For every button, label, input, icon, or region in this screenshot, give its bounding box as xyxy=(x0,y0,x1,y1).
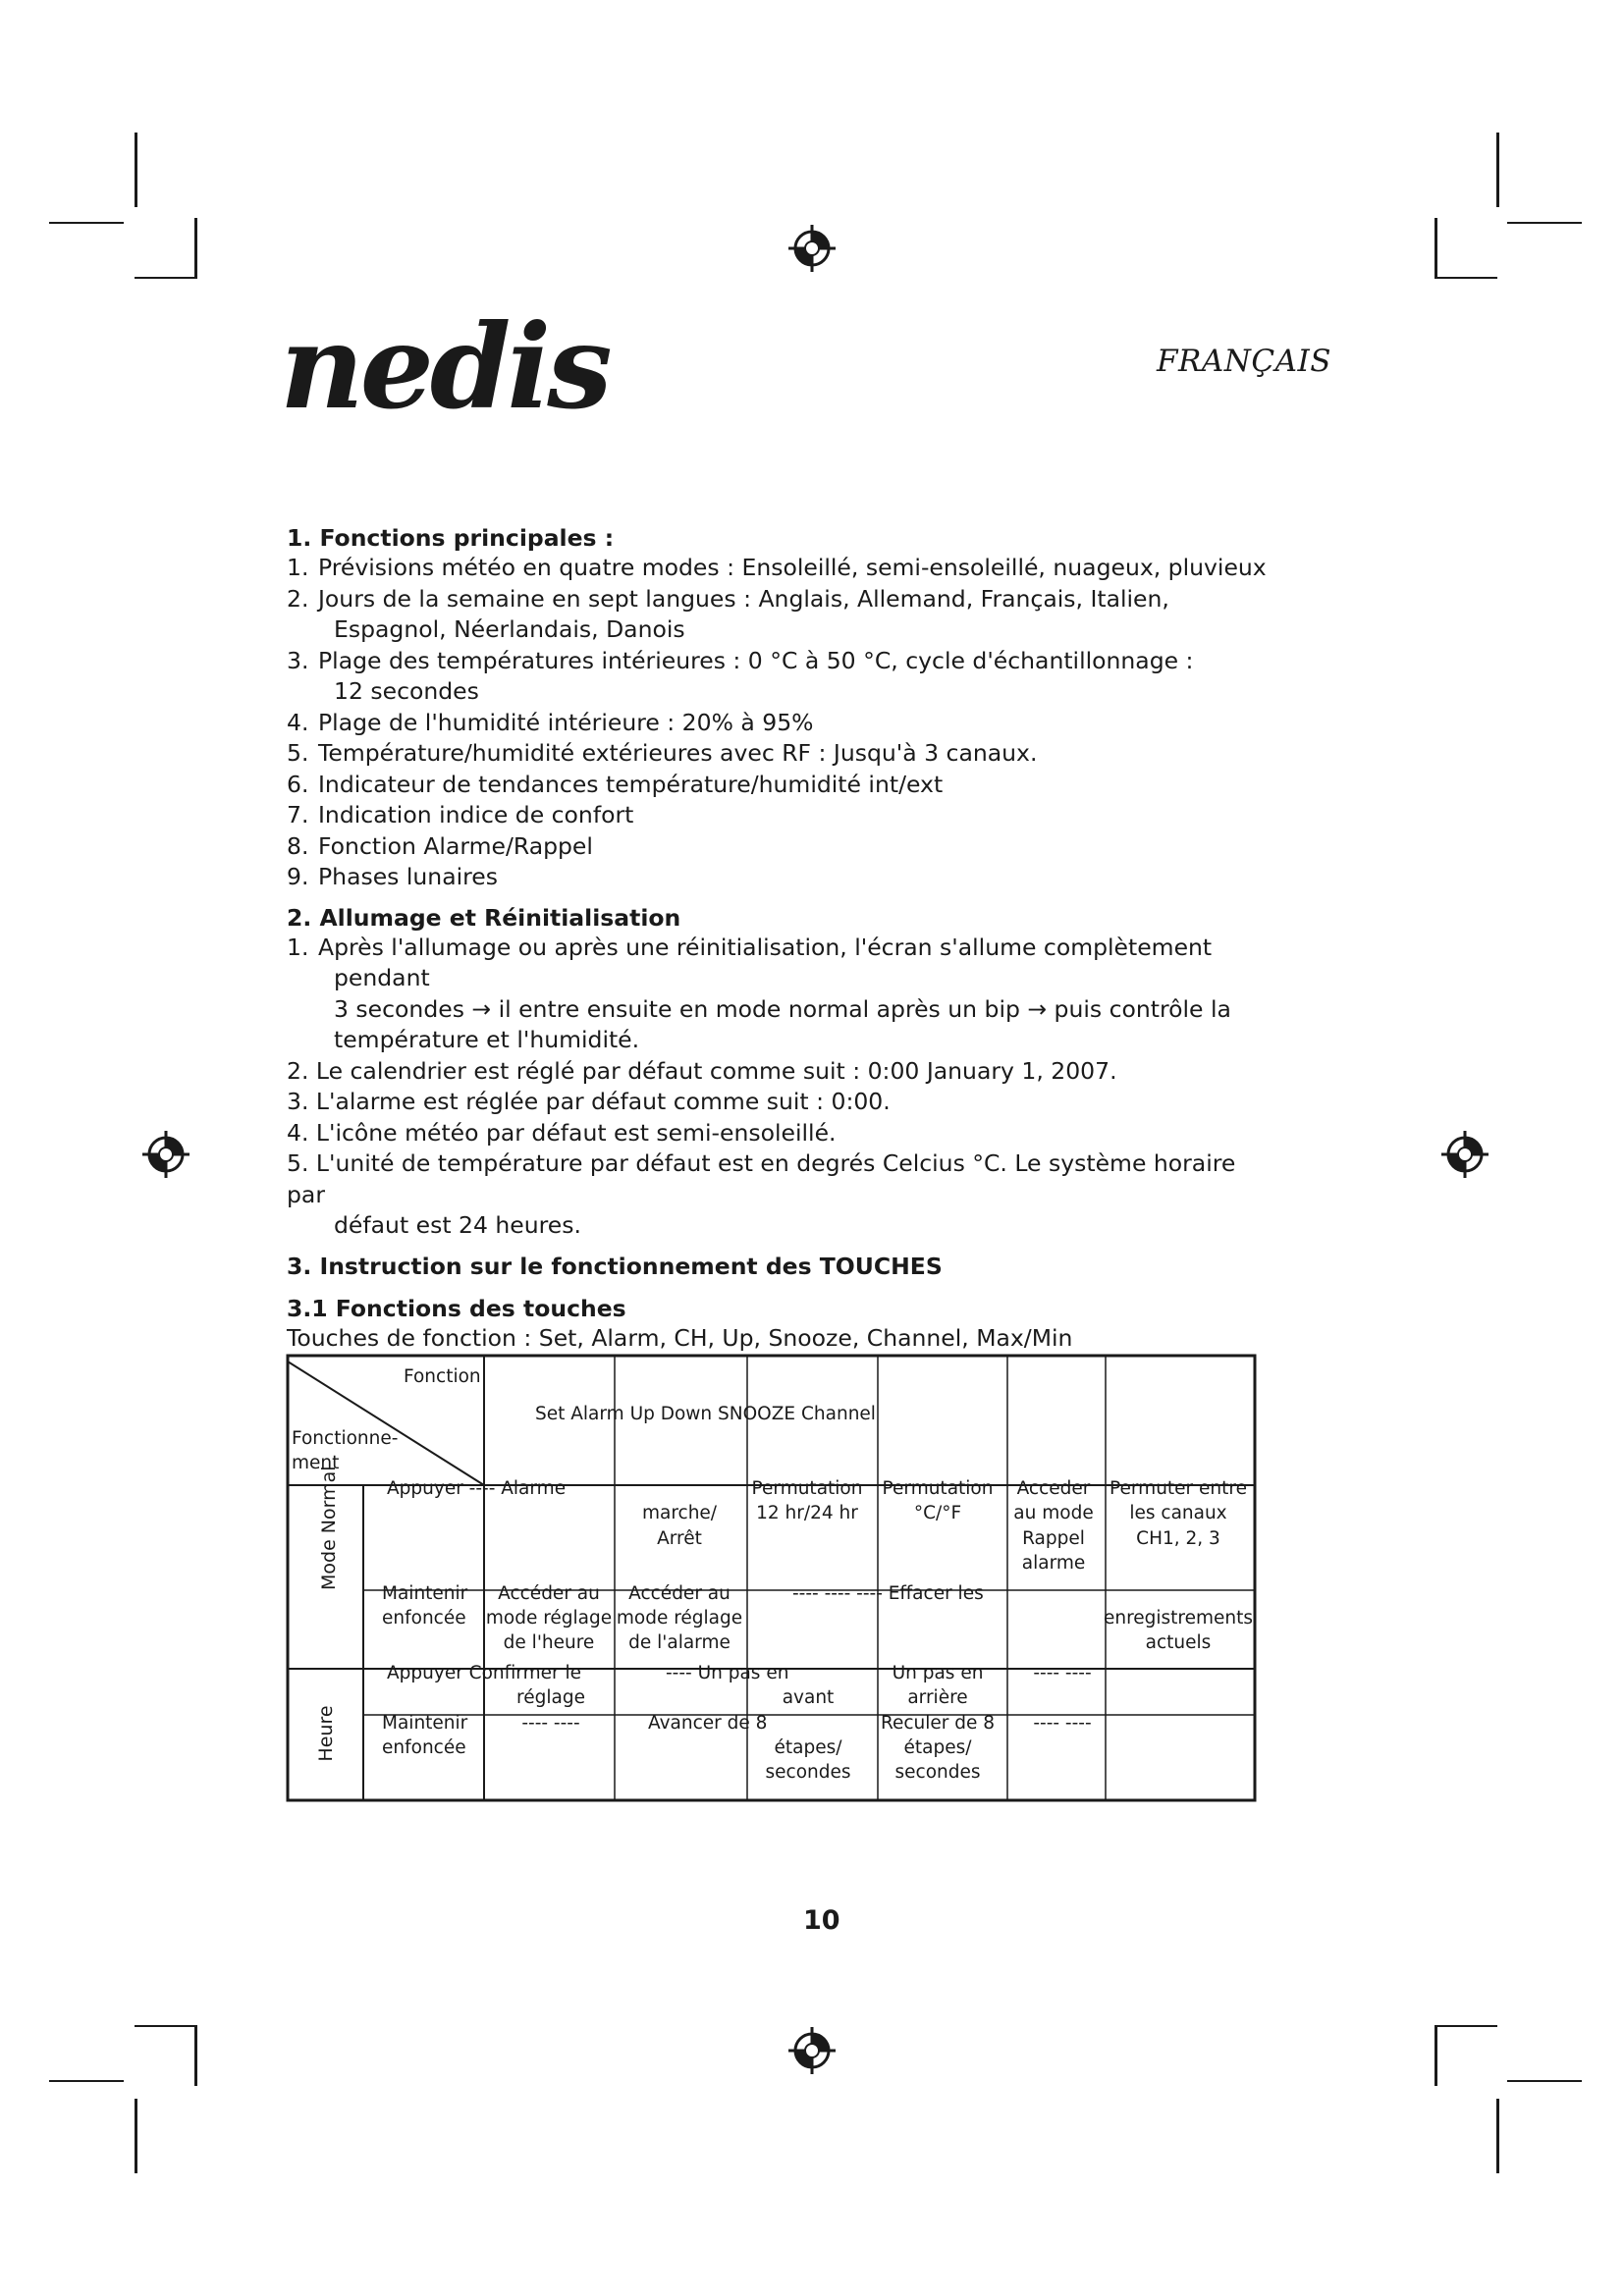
table-cell: enfoncée xyxy=(382,1608,466,1629)
subsection-title: 3.1 Fonctions des touches xyxy=(287,1294,626,1322)
list-item-cont: température et l'humidité. xyxy=(334,1026,640,1053)
table-cell: Arrêt xyxy=(657,1528,702,1549)
list-item-cont: 3 secondes → il entre ensuite en mode normal après un bip → puis contrôle la xyxy=(334,994,1231,1023)
list-item: 4. L'icône météo par défaut est semi-ensoleillé. xyxy=(287,1118,837,1147)
table-header-keys: Set Alarm Up Down SNOOZE Channel xyxy=(535,1404,876,1424)
list-item: 2. Le calendrier est réglé par défaut comme suit : 0:00 January 1, 2007. xyxy=(287,1056,1117,1085)
table-cell: Avancer de 8 xyxy=(648,1713,768,1734)
section1-title: 1. Fonctions principales : xyxy=(287,524,615,552)
table-cell: alarme xyxy=(1021,1553,1086,1574)
table-cell: ---- ---- xyxy=(1033,1663,1092,1683)
table-cell: Accéder au xyxy=(628,1583,731,1604)
list-item-cont: 12 secondes xyxy=(334,677,479,705)
table-cell: °C/°F xyxy=(913,1503,962,1523)
table-cell: enregistrements xyxy=(1103,1608,1254,1629)
table-cell: de l'alarme xyxy=(628,1632,731,1653)
table-cell: Permuter entre xyxy=(1110,1478,1247,1499)
table-cell: ---- ---- xyxy=(521,1713,580,1734)
table-cell: secondes xyxy=(894,1762,981,1783)
table-cell: Appuyer Confirmer le xyxy=(387,1663,581,1683)
table-cell: 12 hr/24 hr xyxy=(756,1503,858,1523)
table-cell: marche/ xyxy=(641,1503,718,1523)
table-cell: réglage xyxy=(516,1687,585,1708)
table-cell: Accéder au xyxy=(498,1583,600,1604)
table-cell: secondes xyxy=(765,1762,851,1783)
list-item: 7. Indication indice de confort xyxy=(287,801,634,828)
table-cell: ---- Un pas en xyxy=(666,1663,789,1683)
table-cell: étapes/ xyxy=(774,1737,842,1758)
list-item-cont: défaut est 24 heures. xyxy=(334,1211,581,1239)
table-cell: Permutation xyxy=(882,1478,994,1499)
table-cell: ---- ---- ---- Effacer les xyxy=(792,1583,984,1604)
keys-intro: Touches de fonction : Set, Alarm, CH, Up, Snooze, Channel, Max/Min xyxy=(287,1323,1073,1352)
table-cell: mode réglage xyxy=(616,1608,743,1629)
list-item: 5. Température/humidité extérieures avec RF : Jusqu'à 3 canaux. xyxy=(287,739,1038,767)
table-cell: enfoncée xyxy=(382,1737,466,1758)
list-item: 3. Plage des températures intérieures : 0 °C à 50 °C, cycle d'échantillonnage : xyxy=(287,646,1194,674)
table-group-mode-normal: Mode Normal xyxy=(318,1466,340,1590)
list-item: 4. Plage de l'humidité intérieure : 20% à 95% xyxy=(287,708,814,736)
table-cell: avant xyxy=(782,1687,835,1708)
table-cell: de l'heure xyxy=(503,1632,595,1653)
table-cell: CH1, 2, 3 xyxy=(1136,1528,1220,1549)
logo-wordmark: nedis xyxy=(280,309,609,435)
section2-title: 2. Allumage et Réinitialisation xyxy=(287,903,681,932)
table-group-heure: Heure xyxy=(315,1705,337,1762)
table-cell: Maintenir xyxy=(382,1713,468,1734)
page-number: 10 xyxy=(803,1905,840,1936)
list-item-cont: Espagnol, Néerlandais, Danois xyxy=(334,615,685,643)
list-item: 5. L'unité de température par défaut est en degrés Celcius °C. Le système horaire par xyxy=(287,1149,1236,1208)
section3-title: 3. Instruction sur le fonctionnement des TOUCHES xyxy=(287,1252,943,1280)
table-corner-label: ment xyxy=(292,1453,340,1473)
table-cell: étapes/ xyxy=(903,1737,972,1758)
table-cell: Acceder xyxy=(1016,1478,1091,1499)
list-item: 8. Fonction Alarme/Rappel xyxy=(287,831,593,860)
table-cell: Rappel xyxy=(1022,1528,1085,1549)
list-item: 1. Prévisions météo en quatre modes : Ensoleillé, semi-ensoleillé, nuageux, pluvieux xyxy=(287,554,1267,581)
list-item: 2. Jours de la semaine en sept langues : Anglais, Allemand, Français, Italien, xyxy=(287,584,1169,613)
table-cell: ---- ---- xyxy=(1033,1713,1092,1734)
table-cell: Maintenir xyxy=(382,1583,468,1604)
table-cell: Appuyer ---- Alarme xyxy=(387,1478,567,1499)
list-item: 9. Phases lunaires xyxy=(287,863,498,890)
language-label: FRANÇAIS xyxy=(1157,344,1331,379)
table-corner-label: Fonction xyxy=(404,1366,481,1387)
list-item-cont: pendant xyxy=(334,964,430,991)
table-cell: les canaux xyxy=(1129,1503,1227,1523)
table-corner-label: Fonctionne- xyxy=(292,1428,399,1449)
table-cell: Permutation xyxy=(751,1478,863,1499)
table-cell: actuels xyxy=(1145,1632,1212,1653)
list-item: 6. Indicateur de tendances température/humidité int/ext xyxy=(287,770,944,798)
table-cell: Reculer de 8 xyxy=(880,1713,996,1734)
table-cell: arrière xyxy=(907,1687,968,1708)
table-cell: mode réglage xyxy=(485,1608,613,1629)
table-cell: au mode xyxy=(1013,1503,1094,1523)
list-item: 1. Après l'allumage ou après une réinitialisation, l'écran s'allume complètement xyxy=(287,933,1213,961)
table-cell: Un pas en xyxy=(892,1663,984,1683)
list-item: 3. L'alarme est réglée par défaut comme suit : 0:00. xyxy=(287,1088,891,1115)
